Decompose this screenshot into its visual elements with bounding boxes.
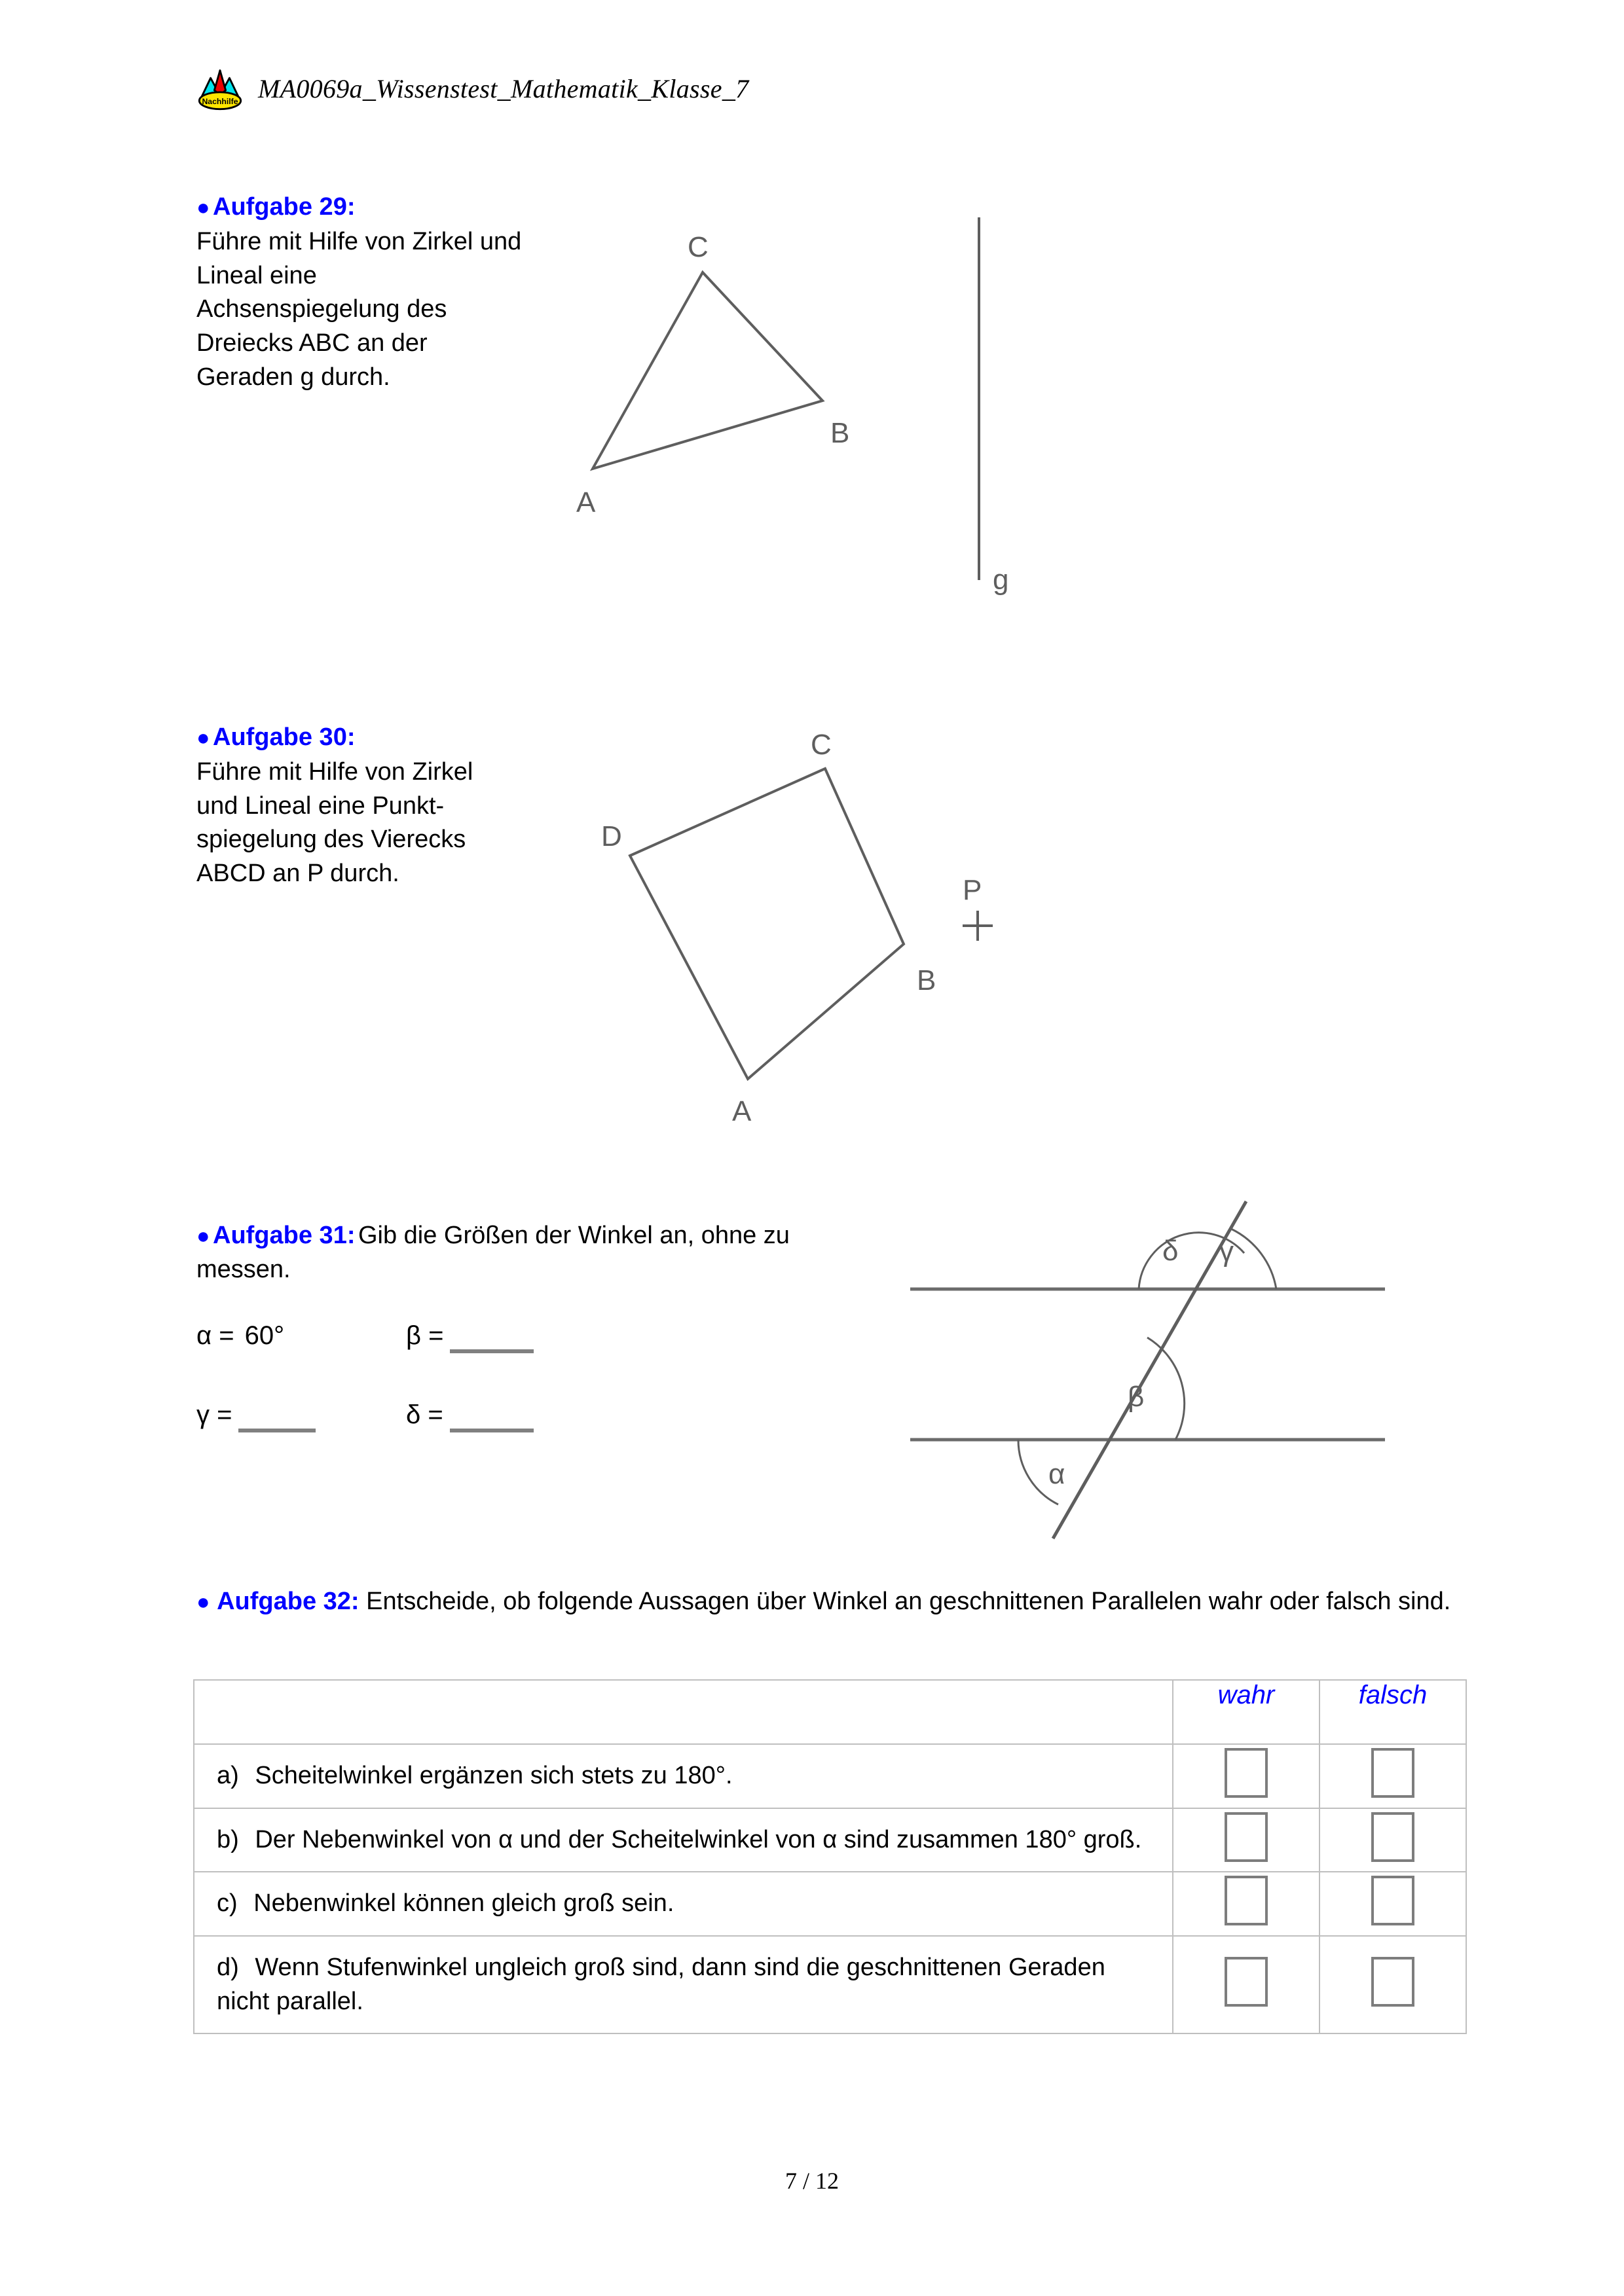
answer-beta-symbol: β = bbox=[406, 1321, 444, 1350]
table-row bbox=[194, 1744, 1466, 1808]
task-30-heading: Aufgabe 30: bbox=[213, 723, 356, 751]
logo-label: Nachhilfe bbox=[202, 96, 238, 106]
task-29-heading-line bbox=[196, 193, 524, 221]
vertex-label-c: C bbox=[811, 729, 832, 761]
answer-row bbox=[196, 1321, 616, 1351]
table-row bbox=[194, 1808, 1466, 1872]
page-footer: 7 / 12 bbox=[784, 2168, 839, 2194]
answer-row bbox=[196, 1400, 616, 1430]
task-31-block bbox=[196, 1219, 825, 1286]
statement-marker-c: c) bbox=[217, 1889, 238, 1918]
answer-beta bbox=[406, 1321, 616, 1351]
angle-label-beta: β bbox=[1128, 1381, 1145, 1413]
answer-alpha-value: 60° bbox=[244, 1321, 285, 1350]
answer-gamma-blank[interactable] bbox=[238, 1429, 316, 1432]
quadrilateral-abcd bbox=[630, 769, 904, 1079]
checkbox-cell-d-wahr[interactable] bbox=[1173, 1936, 1320, 2033]
transversal-line bbox=[1053, 1201, 1246, 1539]
vertex-label-c: C bbox=[688, 231, 709, 263]
header-cell-wahr: wahr bbox=[1173, 1680, 1320, 1744]
statement-cell-b bbox=[194, 1808, 1173, 1872]
answer-gamma bbox=[196, 1400, 406, 1430]
answer-alpha-symbol: α = bbox=[196, 1321, 234, 1350]
header-cell-falsch: falsch bbox=[1320, 1680, 1466, 1744]
angle-label-alpha: α bbox=[1048, 1458, 1065, 1490]
point-marker-plus-icon bbox=[963, 911, 993, 941]
checkbox-cell-c-wahr[interactable] bbox=[1173, 1872, 1320, 1936]
table-row bbox=[194, 1936, 1466, 2033]
angle-arc-beta bbox=[1147, 1338, 1185, 1440]
nachhilfe-logo-icon bbox=[196, 65, 244, 111]
task-30-figure bbox=[589, 727, 1035, 1127]
bullet-icon: ● bbox=[196, 725, 210, 750]
task-32-text: Entscheide, ob folgende Aussagen über Winkel an geschnittenen Parallelen wahr oder falsch sind. bbox=[366, 1588, 1451, 1615]
statement-text-b: Der Nebenwinkel von α und der Scheitelwinkel von α sind zusammen 180° groß. bbox=[255, 1825, 1142, 1853]
vertex-label-a: A bbox=[732, 1095, 752, 1127]
task-32-block bbox=[196, 1584, 1467, 1620]
answer-delta bbox=[406, 1400, 616, 1430]
checkbox-cell-b-wahr[interactable] bbox=[1173, 1808, 1320, 1872]
table-header-row bbox=[194, 1680, 1466, 1744]
vertex-label-b: B bbox=[917, 964, 936, 996]
document-title: MA0069a_Wissenstest_Mathematik_Klasse_7 bbox=[258, 73, 749, 103]
task-29-block bbox=[196, 193, 524, 394]
checkbox-c-wahr[interactable] bbox=[1225, 1876, 1268, 1925]
answer-delta-blank[interactable] bbox=[450, 1429, 534, 1432]
checkbox-a-falsch[interactable] bbox=[1371, 1748, 1414, 1798]
checkbox-b-wahr[interactable] bbox=[1225, 1812, 1268, 1862]
checkbox-cell-c-falsch[interactable] bbox=[1320, 1872, 1466, 1936]
checkbox-b-falsch[interactable] bbox=[1371, 1812, 1414, 1862]
header-cell-statement bbox=[194, 1680, 1173, 1744]
checkbox-cell-b-falsch[interactable] bbox=[1320, 1808, 1466, 1872]
task-30-heading-line bbox=[196, 723, 524, 752]
answer-alpha bbox=[196, 1321, 406, 1351]
checkbox-cell-a-falsch[interactable] bbox=[1320, 1744, 1466, 1808]
answer-gamma-symbol: γ = bbox=[196, 1400, 232, 1429]
statement-cell-d bbox=[194, 1936, 1173, 2033]
angle-label-gamma: γ bbox=[1219, 1235, 1234, 1267]
task-29-text: Führe mit Hilfe von Zirkel und Lineal eine Achsenspiegelung des Dreiecks ABC an der Geraden g durch. bbox=[196, 228, 522, 391]
task-29-heading: Aufgabe 29: bbox=[213, 193, 356, 221]
bullet-icon: ● bbox=[196, 1590, 210, 1614]
checkbox-d-falsch[interactable] bbox=[1371, 1957, 1414, 2007]
vertex-label-b: B bbox=[830, 417, 850, 449]
task-31-figure bbox=[871, 1205, 1434, 1545]
vertex-label-a: A bbox=[576, 486, 596, 519]
task-29-figure bbox=[563, 216, 1035, 609]
statement-cell-a bbox=[194, 1744, 1173, 1808]
task-31-answers bbox=[196, 1321, 616, 1480]
statement-marker-d: d) bbox=[217, 1954, 239, 1982]
checkbox-a-wahr[interactable] bbox=[1225, 1748, 1268, 1798]
statement-text-c: Nebenwinkel können gleich groß sein. bbox=[253, 1889, 674, 1918]
task-32-heading: Aufgabe 32: bbox=[217, 1588, 360, 1615]
statement-marker-a: a) bbox=[217, 1762, 239, 1789]
task-30-block bbox=[196, 723, 524, 891]
bullet-icon: ● bbox=[196, 1224, 210, 1248]
answer-beta-blank[interactable] bbox=[450, 1349, 534, 1353]
statement-cell-c bbox=[194, 1872, 1173, 1936]
bullet-icon: ● bbox=[196, 195, 210, 220]
table-row bbox=[194, 1872, 1466, 1936]
angle-arc-gamma bbox=[1231, 1229, 1276, 1289]
angle-label-delta: δ bbox=[1162, 1235, 1179, 1267]
statement-text-a: Scheitelwinkel ergänzen sich stets zu 180°. bbox=[255, 1762, 733, 1789]
page-header bbox=[196, 65, 748, 111]
statement-marker-b: b) bbox=[217, 1825, 239, 1853]
task-30-text: Führe mit Hilfe von Zirkel und Lineal eine Punkt-spiegelung des Vierecks ABCD an P durch. bbox=[196, 758, 473, 888]
point-label-p: P bbox=[963, 874, 982, 906]
answer-delta-symbol: δ = bbox=[406, 1400, 443, 1429]
line-label-g: g bbox=[993, 564, 1009, 596]
task-31-heading: Aufgabe 31: bbox=[213, 1222, 356, 1249]
triangle-abc bbox=[593, 272, 822, 469]
checkbox-d-wahr[interactable] bbox=[1225, 1957, 1268, 2007]
statements-table bbox=[193, 1679, 1467, 2034]
checkbox-c-falsch[interactable] bbox=[1371, 1876, 1414, 1925]
checkbox-cell-a-wahr[interactable] bbox=[1173, 1744, 1320, 1808]
vertex-label-d: D bbox=[601, 820, 622, 852]
statement-text-d: Wenn Stufenwinkel ungleich groß sind, dann sind die geschnittenen Geraden nicht parallel. bbox=[217, 1954, 1105, 2015]
checkbox-cell-d-falsch[interactable] bbox=[1320, 1936, 1466, 2033]
task-31-text: Gib die Größen der Winkel an, ohne zu messen. bbox=[196, 1222, 790, 1283]
